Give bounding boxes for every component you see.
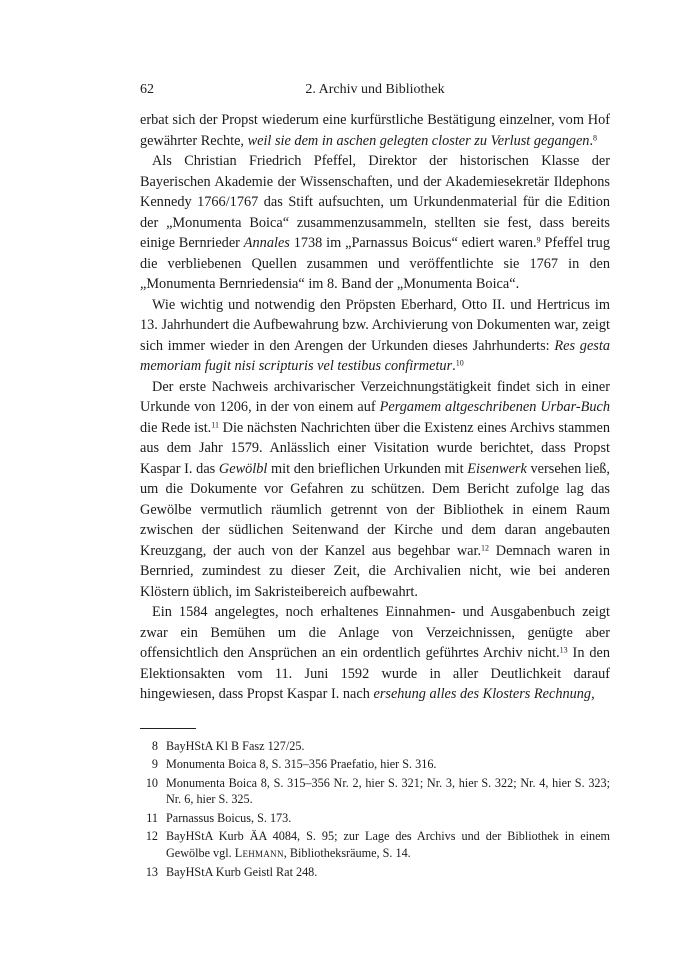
page-header — [140, 80, 610, 100]
footnote — [140, 775, 610, 808]
footnote-number: 11 — [146, 810, 158, 825]
text-run: Wie wichtig und notwendig den Pröpsten Eberhard, Otto II. und Hertricus im 13. Jahrhundert die Aufbewahrung bzw. Archivierung von Dokumenten war, zeigt sich immer wieder in den Arengen der Urkunden dieses Jahrhunderts: — [140, 296, 610, 354]
footnote-ref: 8 — [593, 133, 598, 143]
paragraph — [140, 377, 610, 603]
italic-text: ersehung alles des Klosters Rechnung, — [373, 686, 595, 702]
text-run: . — [589, 132, 594, 149]
footnote-ref: 10 — [455, 358, 464, 368]
italic-text: Gewölbl — [218, 460, 268, 477]
text-run: 1738 im „Parnassus Boicus“ ediert waren. — [289, 235, 537, 251]
footnote-ref: 11 — [211, 420, 219, 430]
text-run: . — [452, 358, 456, 374]
text-run: erbat sich der Propst wiederum eine kurfürstliche Bestätigung einzelner, vom Hof gewährter Rechte, — [140, 112, 610, 149]
footnote — [140, 828, 610, 861]
footnote-text — [166, 864, 610, 881]
footnote-text — [166, 756, 610, 773]
text-run: Als Christian Friedrich Pfeffel, Direktor der historischen Klasse der Bayerischen Akademie der Wissenschaften, und der Akademiesekretär Ildephons Kennedy 1766/1767 das Stift aufsuchten, um Urkundenmaterial für die Edition der „Monumenta Boica“ zusammenzusammeln, stellten sie fest, dass bereits einige Bernrieder — [140, 153, 610, 251]
text-run: , Bibliotheksräume, S. 14. — [283, 846, 411, 861]
footnote-number: 10 — [145, 775, 158, 790]
text-run: BayHStA Kurb ÄA 4084, S. 95; zur Lage des Archivs und der Bibliothek in einem Gewölbe vgl. — [166, 829, 610, 861]
text-run: Die nächsten Nachrichten über die Existenz eines Archivs stammen aus dem Jahr 1579. Anlässlich einer Visitation wurde berichtet, dass Propst Kaspar I. das — [140, 419, 610, 477]
book-page — [140, 80, 610, 882]
text-run: BayHStA Kl B Fasz 127/25. — [166, 738, 305, 753]
text-run: Demnach waren in Bernried, zumindest zu dieser Zeit, die Archivalien nicht, wie bei anderen Klöstern üblich, im Sakristeibereich aufbewahrt. — [140, 542, 610, 600]
small-caps-text: Lehmann — [234, 846, 284, 861]
footnote — [140, 810, 610, 827]
footnote-number: 8 — [151, 738, 158, 753]
text-run: mit den brieflichen Urkunden mit — [267, 460, 468, 477]
text-run: BayHStA Kurb Geistl Rat 248. — [166, 864, 318, 879]
text-run: Parnassus Boicus, S. 173. — [166, 810, 292, 825]
text-run: Monumenta Boica 8, S. 315–356 Nr. 2, hier S. 321; Nr. 3, hier S. 322; Nr. 4, hier S. 323; Nr. 6, hier S. 325. — [166, 775, 610, 807]
text-run: Ein 1584 angelegtes, noch erhaltenes Einnahmen- und Ausgabenbuch zeigt zwar ein Bemühen um die Anlage von Verzeichnissen, genügte aber offensichtlich den Ansprüchen an ein ordentlich geführtes Archiv nicht. — [140, 604, 610, 661]
footnote-ref: 13 — [559, 645, 568, 655]
footnote-text — [166, 738, 610, 755]
footnote-ref: 12 — [481, 543, 490, 553]
text-run: Der erste Nachweis archivarischer Verzeichnungstätigkeit findet sich in einer Urkunde von 1206, in der von einem auf — [140, 378, 610, 415]
text-run: die Rede ist. — [140, 419, 212, 436]
page-number: 62 — [140, 82, 154, 97]
italic-text: Pergamem altgeschribenen Urbar-Buch — [379, 399, 610, 415]
footnote-number: 9 — [151, 757, 158, 772]
body-text — [140, 110, 610, 705]
footnote-number: 12 — [145, 829, 158, 844]
italic-text: Annales — [243, 235, 290, 251]
paragraph — [140, 151, 610, 295]
footnotes — [140, 738, 610, 881]
running-head: 2. Archiv und Bibliothek — [305, 82, 445, 97]
footnote-ref: 9 — [536, 235, 541, 245]
paragraph — [140, 110, 610, 151]
footnote-divider — [140, 728, 196, 729]
footnote-text — [166, 828, 610, 861]
italic-text: Res gesta memoriam fugit nisi scripturis vel testibus confirmetur — [140, 337, 610, 374]
footnote — [140, 738, 610, 755]
footnote-text — [166, 810, 610, 827]
text-run: versehen ließ, um die Dokumente vor Gefahren zu schützen. Dem Bericht zufolge lag das Gewölbe vermutlich räumlich getrennt von der Bibliothek in einem Raum zwischen der südlichen Seitenwand der Kirche und dem daran angebauten Kreuzgang, der auch von der Kanzel aus begehbar war. — [140, 460, 611, 559]
footnote-number: 13 — [145, 864, 158, 879]
footnote-text — [166, 775, 610, 808]
text-run: Monumenta Boica 8, S. 315–356 Praefatio, hier S. 316. — [166, 757, 437, 772]
italic-text: Eisenwerk — [467, 460, 527, 477]
paragraph — [140, 295, 610, 377]
footnote — [140, 756, 610, 773]
italic-text: weil sie dem in aschen gelegten closter zu Verlust gegangen — [247, 132, 590, 149]
text-run: In den Elektionsakten vom 11. Juni 1592 wurde in aller Deutlichkeit darauf hingewiesen, dass Propst Kaspar I. nach — [140, 645, 611, 702]
paragraph — [140, 602, 610, 705]
text-run: Pfeffel trug die verbliebenen Quellen zusammen und veröffentlichte sie 1767 in den „Monumenta Bernriedensia“ im 8. Band der „Monumenta Boica“. — [140, 235, 610, 292]
footnote — [140, 864, 610, 881]
